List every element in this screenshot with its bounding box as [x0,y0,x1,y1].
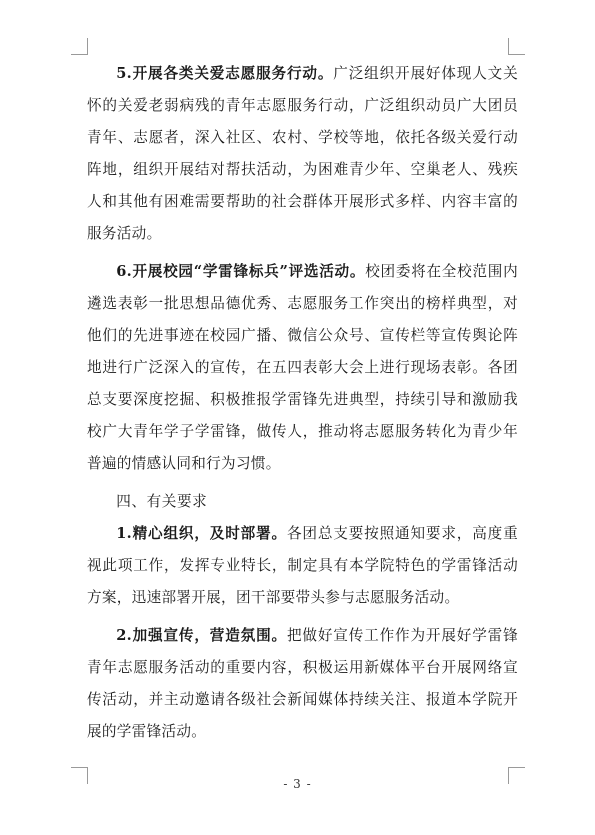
section-5-text: 广泛组织开展好体现人文关怀的关爱老弱病残的青年志愿服务行动，广泛组织动员广大团员青年、志愿者，深入社区、农村、学校等地，依托各级关爱行动阵地，组织开展结对帮扶活动，为困难青少年、空巢老人、残疾人和其他有困难需要帮助的社会群体开展形式多样、内容丰富的服务活动。 [87,65,518,242]
requirement-2-paragraph [87,620,518,748]
crop-mark-top-right [508,38,525,55]
section-5-lead: 5.开展各类关爱志愿服务行动。 [116,65,334,82]
document-body [87,58,518,748]
section-6-text: 校团委将在全校范围内遴选表彰一批思想品德优秀、志愿服务工作突出的榜样典型，对他们的先进事迹在校园广播、微信公众号、宣传栏等宣传舆论阵地进行广泛深入的宣传，在五四表彰大会上进行现场表彰。各团总支要深度挖掘、积极推报学雷锋先进典型，持续引导和激励我校广大青年学子学雷锋，做传人，推动将志愿服务转化为青少年普遍的情感认同和行为习惯。 [87,263,518,472]
requirement-2-lead: 2.加强宣传，营造氛围。 [116,627,287,644]
section-5-paragraph [87,58,518,250]
section-6-paragraph [87,256,518,480]
section-6-lead: 6.开展校园“学雷锋标兵”评选活动。 [116,263,366,280]
section-heading-requirements: 四、有关要求 [116,493,208,510]
requirement-2-text: 把做好宣传工作作为开展好学雷锋青年志愿服务活动的重要内容，积极运用新媒体平台开展网络宣传活动，并主动邀请各级社会新闻媒体持续关注、报道本学院开展的学雷锋活动。 [87,627,518,740]
crop-mark-top-left [71,38,88,55]
requirement-1-lead: 1.精心组织，及时部署。 [116,525,287,542]
page-number: - 3 - [283,777,312,791]
requirement-1-paragraph [87,518,518,614]
requirement-1-text: 各团总支要按照通知要求，高度重视此项工作，发挥专业特长，制定具有本学院特色的学雷锋活动方案，迅速部署开展，团干部要带头参与志愿服务活动。 [87,525,518,606]
